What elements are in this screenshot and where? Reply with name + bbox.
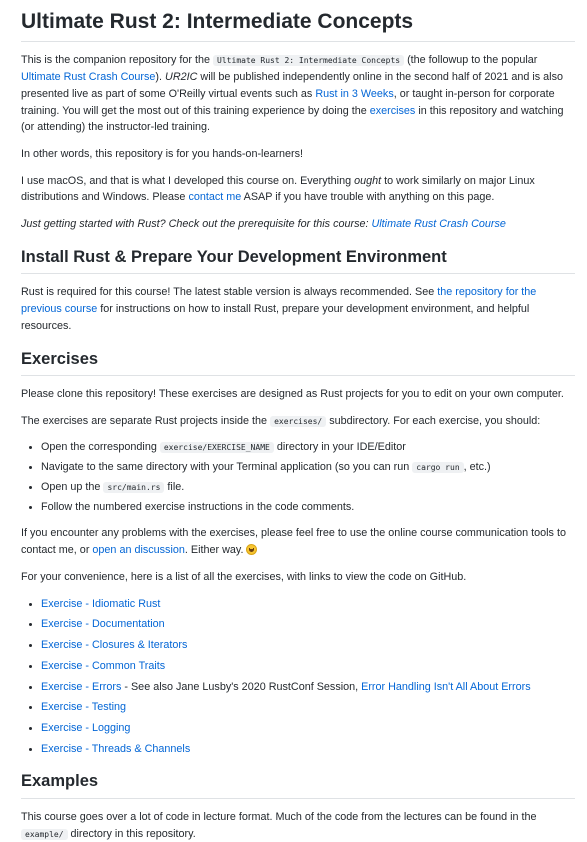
exercise-link[interactable]: Exercise - Errors [41, 680, 122, 693]
intro-text: , or taught in-person for corporate training. You will get the most out of this training experience by doing the [21, 87, 555, 117]
errors-extra-text: - See also Jane Lusby's 2020 RustConf Session, [121, 680, 362, 693]
list-item [41, 741, 575, 758]
intro-text: ). [155, 71, 166, 84]
list-item [41, 637, 575, 654]
list-item [41, 720, 575, 737]
list-item [41, 596, 575, 613]
exercise-link[interactable]: Exercise - Documentation [41, 618, 165, 631]
platform-text: to work similarly on major Linux distributions and Windows. Please [21, 174, 535, 204]
prerequisite-paragraph [21, 216, 575, 233]
examples-text: directory in this repository. [67, 827, 196, 840]
platform-text: ASAP if you have trouble with anything on this page. [241, 191, 495, 204]
exercise-list [21, 596, 575, 758]
intro-text: will be published independently online in the second half of 2021 and is also presented live as part of some O'Reilly virtual events such as [21, 71, 563, 100]
steps-list [21, 439, 575, 515]
grinning-face-icon [246, 544, 257, 555]
install-text: for instructions on how to install Rust, prepare your development environment, and helpful resources. [21, 303, 530, 332]
contact-me-link[interactable]: contact me [188, 191, 242, 204]
step-text: Open the corresponding [41, 441, 160, 454]
exercises-heading: Exercises [21, 349, 575, 376]
intro-paragraph [21, 52, 575, 136]
problems-paragraph [21, 525, 575, 558]
exercise-link[interactable]: Exercise - Idiomatic Rust [41, 597, 161, 610]
error-handling-talk-link[interactable]: Error Handling Isn't All About Errors [361, 680, 531, 693]
step-text: Navigate to the same directory with your Terminal application (so you can run [41, 461, 413, 474]
exercise-link[interactable]: Exercise - Testing [41, 701, 127, 714]
step-text: directory in your IDE/Editor [273, 441, 406, 454]
platform-text: I use macOS, and that is what I developed this course on. Everything [21, 174, 355, 187]
list-item [41, 679, 575, 696]
rust-in-3-weeks-link[interactable]: Rust in 3 Weeks [315, 87, 394, 100]
list-item [41, 439, 575, 456]
exercises-link[interactable]: exercises [369, 104, 416, 117]
intro-text: (the followup to the popular [404, 54, 538, 67]
exercise-link[interactable]: Exercise - Common Traits [41, 659, 166, 672]
install-heading: Install Rust & Prepare Your Development Environment [21, 247, 575, 274]
problems-text: If you encounter any problems with the exercises, please feel free to use the online course communication tools to contact me, or [21, 527, 566, 557]
inline-code: cargo run [412, 462, 463, 473]
install-paragraph [21, 284, 575, 334]
hands-on-paragraph: In other words, this repository is for you hands-on-learners! [21, 147, 304, 160]
list-item [41, 459, 575, 476]
intro-text: This is the companion repository for the [21, 54, 214, 67]
list-item [41, 479, 575, 496]
step-text: Open up the [41, 480, 104, 493]
prerequisite-text: Just getting started with Rust? Check out the prerequisite for this course: [21, 218, 372, 231]
open-discussion-link[interactable]: open an discussion [92, 544, 185, 557]
intro-text: in this repository and watching (or attending) the instructor-led training. [21, 104, 564, 134]
previous-course-link[interactable]: the repository for the previous course [21, 286, 537, 316]
inline-code: exercises/ [270, 416, 326, 427]
inline-code: src/main.rs [103, 482, 164, 493]
step-text: , etc.) [463, 461, 491, 474]
crash-course-link[interactable]: Ultimate Rust Crash Course [21, 71, 156, 84]
examples-text: This course goes over a lot of code in lecture format. Much of the code from the lectures can be found in the [21, 810, 537, 823]
inline-code: Ultimate Rust 2: Intermediate Concepts [213, 55, 404, 66]
inline-code: example/ [21, 829, 68, 840]
exercise-link[interactable]: Exercise - Logging [41, 722, 131, 734]
list-item [41, 616, 575, 633]
exercise-link[interactable]: Exercise - Threads & Channels [41, 742, 191, 755]
exercise-link[interactable]: Exercise - Closures & Iterators [41, 639, 188, 652]
platform-paragraph [21, 173, 575, 206]
page-title: Ultimate Rust 2: Intermediate Concepts [21, 8, 575, 42]
exercises-text: subdirectory. For each exercise, you should: [326, 414, 541, 427]
step-text: file. [164, 480, 185, 493]
inline-code: exercise/EXERCISE_NAME [160, 442, 274, 453]
emphasis-text: ought [354, 174, 382, 187]
exercise-list-intro: For your convenience, here is a list of all the exercises, with links to view the code on GitHub. [21, 570, 467, 583]
list-item [41, 658, 575, 675]
problems-text: . Either way. [184, 544, 247, 557]
examples-paragraph [21, 809, 575, 842]
list-item: • Follow the numbered exercise instructions in the code comments. [41, 499, 575, 516]
examples-heading: Examples [21, 771, 575, 798]
list-item [41, 699, 575, 716]
install-text: Rust is required for this course! The latest stable version is always recommended. See [21, 286, 438, 299]
prerequisite-link[interactable]: Ultimate Rust Crash Course [371, 218, 506, 231]
clone-paragraph: Please clone this repository! These exercises are designed as Rust projects for you to edit on your own computer. [21, 387, 564, 400]
exercises-text: The exercises are separate Rust projects inside the [21, 414, 271, 427]
emphasis-text: UR2IC [165, 71, 198, 84]
exercises-dir-paragraph [21, 413, 575, 430]
